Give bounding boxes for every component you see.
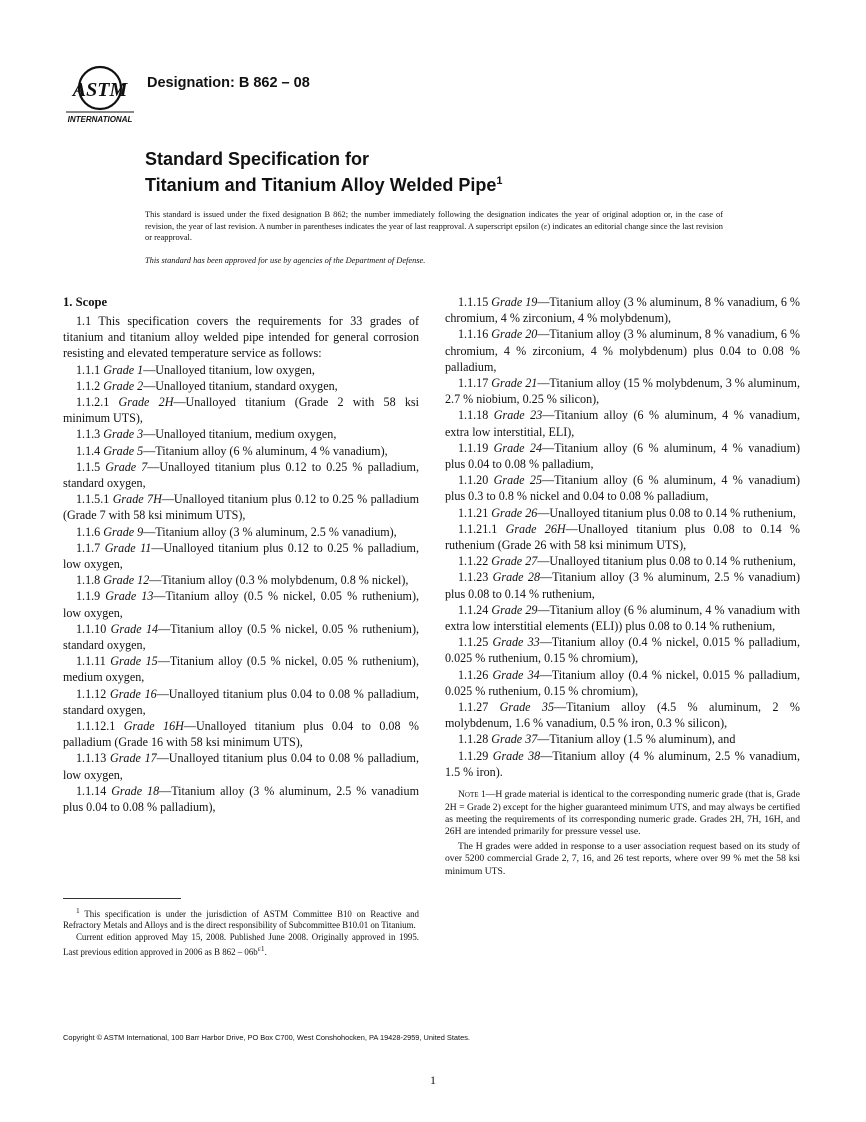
item-text: —Titanium alloy (6 % aluminum, 4 % vanadium, extra low interstitial, ELI),	[445, 408, 800, 439]
item-number: 1.1.6	[76, 524, 101, 539]
scope-intro: 1.1 This specification covers the requirements for 33 grades of titanium and titanium alloy welded pipe intended for general corrosion resisting and elevated temperature service as follows:	[63, 314, 419, 361]
item-number: 1.1.27	[458, 700, 489, 715]
footnote-2-text: Current edition approved May 15, 2008. Published June 2008. Originally approved in 1995. Last previous edition approved in 2006 as B 862 – 06b	[63, 931, 419, 957]
scope-item	[445, 407, 800, 439]
item-text: —Unalloyed titanium plus 0.08 to 0.14 % ruthenium (Grade 26 with 58 ksi minimum UTS),	[445, 521, 800, 553]
scope-item	[445, 731, 800, 747]
item-number: 1.1.22	[458, 554, 489, 569]
item-number: 1.1.14	[76, 783, 107, 798]
footnote-rule	[63, 898, 181, 899]
item-text: —Unalloyed titanium plus 0.12 to 0.25 % palladium, low oxygen,	[63, 540, 419, 572]
item-number: 1.1.20	[458, 473, 489, 488]
item-number: 1.1.2.1	[76, 395, 110, 410]
item-number: 1.1.12.1	[76, 719, 116, 734]
scope-item	[445, 505, 800, 521]
approval-statement: This standard has been approved for use by agencies of the Department of Defense.	[145, 256, 426, 265]
grade-name: Grade 14	[110, 621, 159, 636]
note-text: —H grade material is identical to the corresponding numeric grade (that is, Grade 2H = Grade 2) except for the higher guaranteed minimum UTS, and may always be certified as meeting the requirements of its corresponding numeric grade. Grades 2H, 7H, 16H, and 26H are intended primarily for pressure vessel use.	[445, 789, 800, 838]
grade-name: Grade 15	[110, 654, 158, 669]
item-number: 1.1.16	[458, 327, 489, 342]
grade-name: Grade 1	[103, 362, 144, 377]
scope-item	[63, 621, 419, 653]
item-number: 1.1.29	[458, 748, 489, 763]
item-number: 1.1.19	[458, 440, 489, 455]
preamble: This standard is issued under the fixed designation B 862; the number immediately following the designation indicates the year of original adoption or, in the case of revision, the year of last revision. A number in parentheses indicates the year of last reapproval. A superscript epsilon (ε) indicates an editorial change since the last revision or reapproval.	[145, 210, 723, 243]
scope-item	[445, 326, 800, 375]
grade-name: Grade 16H	[123, 719, 184, 734]
scope-item	[63, 524, 419, 540]
item-number: 1.1.12	[76, 686, 107, 701]
designation: Designation: B 862 – 08	[147, 75, 310, 91]
scope-item	[63, 540, 419, 572]
scope-item	[63, 443, 419, 459]
item-number: 1.1.7	[76, 540, 101, 555]
item-number: 1.1.26	[458, 667, 489, 682]
scope-item	[445, 440, 800, 472]
item-text: —Unalloyed titanium plus 0.04 to 0.08 % palladium, standard oxygen,	[63, 686, 419, 717]
scope-item	[445, 748, 800, 780]
item-text: —Unalloyed titanium plus 0.04 to 0.08 % palladium (Grade 16 with 58 ksi minimum UTS),	[63, 719, 419, 750]
scope-item	[445, 569, 800, 601]
footnotes	[63, 905, 419, 958]
grade-name: Grade 34	[492, 667, 540, 682]
grade-name: Grade 24	[493, 440, 543, 455]
grade-name: Grade 25	[493, 473, 543, 488]
copyright: Copyright © ASTM International, 100 Barr Harbor Drive, PO Box C700, West Conshohocken, PA 19428-2959, United States.	[63, 1033, 470, 1042]
item-text: —Titanium alloy (3 % aluminum, 8 % vanadium, 6 % chromium, 4 % zirconium, 4 % molybdenum) plus 0.04 to 0.08 % palladium,	[445, 327, 800, 374]
scope-item	[445, 521, 800, 553]
scope-item	[445, 634, 800, 666]
item-number: 1.1.13	[76, 751, 107, 766]
note-1	[445, 789, 800, 839]
item-text: —Titanium alloy (0.5 % nickel, 0.05 % ruthenium), medium oxygen,	[63, 654, 419, 685]
grade-name: Grade 9	[103, 524, 144, 539]
scope-item	[63, 686, 419, 718]
title-text: Titanium and Titanium Alloy Welded Pipe	[145, 175, 497, 195]
grade-name: Grade 28	[492, 570, 541, 585]
item-number: 1.1.18	[458, 408, 489, 423]
scope-item	[63, 572, 419, 588]
item-number: 1.1.21.1	[458, 521, 498, 536]
item-text: —Titanium alloy (6 % aluminum, 4 % vanadium),	[143, 443, 388, 458]
item-text: —Unalloyed titanium plus 0.12 to 0.25 % palladium (Grade 7 with 58 ksi minimum UTS),	[63, 492, 419, 523]
item-text: —Titanium alloy (6 % aluminum, 4 % vanadium with extra low interstitial elements (ELI)) plus 0.08 to 0.14 % ruthenium,	[445, 602, 800, 634]
item-text: —Titanium alloy (1.5 % aluminum), and	[537, 732, 736, 747]
grade-name: Grade 21	[491, 376, 538, 391]
item-text: —Unalloyed titanium, low oxygen,	[143, 362, 315, 377]
grade-name: Grade 18	[111, 783, 160, 798]
grade-name: Grade 11	[104, 540, 152, 555]
item-text: —Unalloyed titanium (Grade 2 with 58 ksi minimum UTS),	[63, 395, 419, 426]
item-number: 1.1.9	[76, 589, 101, 604]
right-item-list	[445, 294, 800, 780]
grade-name: Grade 26	[491, 505, 538, 520]
scope-item	[445, 472, 800, 504]
scope-item	[445, 553, 800, 569]
logo-mark: ASTM	[72, 79, 128, 101]
item-number: 1.1.28	[458, 732, 489, 747]
item-text: —Titanium alloy (4.5 % aluminum, 2 % molybdenum, 1.6 % vanadium, 0.5 % iron, 0.3 % silicon),	[445, 700, 800, 731]
item-number: 1.1.11	[76, 654, 106, 669]
scope-item	[63, 459, 419, 491]
item-text: —Titanium alloy (3 % aluminum, 2.5 % vanadium) plus 0.08 to 0.14 % ruthenium,	[445, 570, 800, 601]
item-text: —Titanium alloy (3 % aluminum, 2.5 % vanadium plus 0.04 to 0.08 % palladium),	[63, 783, 419, 815]
grade-name: Grade 23	[493, 408, 543, 423]
grade-name: Grade 19	[491, 295, 538, 309]
item-number: 1.1.21	[458, 505, 489, 520]
left-column	[63, 294, 419, 815]
logo-international: INTERNATIONAL	[67, 115, 133, 124]
item-text: —Titanium alloy (0.5 % nickel, 0.05 % ruthenium), low oxygen,	[63, 589, 419, 620]
item-number: 1.1.5	[76, 459, 101, 474]
grade-name: Grade 7H	[112, 492, 162, 507]
item-number: 1.1.23	[458, 570, 489, 585]
grade-name: Grade 29	[491, 602, 538, 617]
scope-item	[63, 378, 419, 394]
grade-name: Grade 17	[109, 751, 157, 766]
scope-item	[445, 667, 800, 699]
footnote-2-end: .	[264, 946, 267, 957]
item-text: —Unalloyed titanium, standard oxygen,	[143, 378, 338, 393]
grade-name: Grade 16	[109, 686, 157, 701]
grade-name: Grade 33	[492, 635, 540, 650]
item-text: —Titanium alloy (0.4 % nickel, 0.015 % palladium, 0.025 % ruthenium, 0.15 % chromium),	[445, 635, 800, 666]
item-text: —Titanium alloy (4 % aluminum, 2.5 % vanadium, 1.5 % iron).	[445, 748, 800, 779]
item-text: —Unalloyed titanium plus 0.12 to 0.25 % palladium, standard oxygen,	[63, 459, 419, 491]
item-text: —Titanium alloy (15 % molybdenum, 3 % aluminum, 2.7 % niobium, 0.25 % silicon),	[445, 376, 800, 407]
note-1-continued: The H grades were added in response to a user association request based on its study of over 5200 commercial Grade 2, 7, 16, and 26 test reports, where over 99 % met the 58 ksi minimum UTS.	[445, 840, 800, 877]
title-line-1: Standard Specification for	[145, 149, 370, 169]
item-text: —Titanium alloy (3 % aluminum, 2.5 % vanadium),	[143, 524, 397, 539]
grade-name: Grade 2	[103, 378, 144, 393]
scope-item	[63, 362, 419, 378]
item-text: —Unalloyed titanium plus 0.08 to 0.14 % ruthenium,	[537, 505, 796, 520]
grade-name: Grade 13	[105, 589, 154, 604]
grade-name: Grade 12	[103, 573, 150, 588]
item-text: —Titanium alloy (0.5 % nickel, 0.05 % ruthenium), standard oxygen,	[63, 621, 419, 653]
item-number: 1.1.1	[76, 362, 101, 377]
grade-name: Grade 7	[105, 459, 148, 474]
grade-name: Grade 5	[103, 443, 144, 458]
title-line-2	[145, 170, 503, 196]
scope-item	[445, 294, 800, 326]
item-number: 1.1.17	[458, 376, 489, 391]
right-column	[445, 294, 800, 878]
item-number: 1.1.10	[76, 621, 107, 636]
item-number: 1.1.25	[458, 635, 489, 650]
footnote-1-text: This specification is under the jurisdiction of ASTM Committee B10 on Reactive and Refractory Metals and Alloys and is the direct responsibility of Subcommittee B10.01 on Titanium.	[63, 908, 419, 931]
section-heading: 1. Scope	[63, 295, 108, 309]
item-text: —Titanium alloy (0.3 % molybdenum, 0.8 % nickel),	[149, 573, 409, 588]
item-text: —Unalloyed titanium, medium oxygen,	[143, 427, 337, 442]
scope-item	[63, 783, 419, 815]
astm-logo	[64, 62, 136, 126]
item-number: 1.1.8	[76, 573, 101, 588]
scope-item	[63, 491, 419, 523]
grade-name: Grade 27	[491, 554, 538, 569]
scope-item	[63, 394, 419, 426]
scope-item	[445, 699, 800, 731]
grade-name: Grade 38	[492, 748, 541, 763]
item-text: —Titanium alloy (6 % aluminum, 4 % vanadium) plus 0.04 to 0.08 % palladium,	[445, 440, 800, 472]
scope-item	[63, 426, 419, 442]
item-text: —Unalloyed titanium plus 0.04 to 0.08 % palladium, low oxygen,	[63, 751, 419, 782]
item-number: 1.1.3	[76, 427, 101, 442]
footnote-2	[63, 932, 419, 959]
scope-item	[445, 375, 800, 407]
grade-name: Grade 35	[499, 700, 555, 715]
item-text: —Titanium alloy (0.4 % nickel, 0.015 % palladium, 0.025 % ruthenium, 0.15 % chromium),	[445, 667, 800, 698]
scope-item	[63, 653, 419, 685]
scope-item	[63, 750, 419, 782]
item-number: 1.1.24	[458, 602, 489, 617]
item-text: —Titanium alloy (3 % aluminum, 8 % vanadium, 6 % chromium, 4 % zirconium, 4 % molybdenum),	[445, 295, 800, 326]
note-label: Note 1	[458, 789, 486, 801]
document-title	[145, 148, 503, 196]
grade-name: Grade 3	[103, 427, 144, 442]
grade-name: Grade 37	[491, 732, 538, 747]
page-number: 1	[430, 1073, 436, 1087]
scope-item	[63, 718, 419, 750]
item-number: 1.1.15	[458, 295, 489, 309]
grade-name: Grade 26H	[505, 521, 566, 536]
scope-item	[445, 602, 800, 634]
item-number: 1.1.2	[76, 378, 101, 393]
title-footnote-mark: 1	[496, 175, 503, 187]
footnote-1	[63, 905, 419, 932]
grade-name: Grade 2H	[118, 395, 174, 410]
item-text: —Unalloyed titanium plus 0.08 to 0.14 % ruthenium,	[537, 554, 796, 569]
item-text: —Titanium alloy (6 % aluminum, 4 % vanadium) plus 0.3 to 0.8 % nickel and 0.04 to 0.08 % palladium,	[445, 473, 800, 504]
item-number: 1.1.4	[76, 443, 101, 458]
left-item-list	[63, 362, 419, 816]
grade-name: Grade 20	[491, 327, 538, 342]
scope-item	[63, 588, 419, 620]
item-number: 1.1.5.1	[76, 492, 110, 507]
footnote-1-mark: 1	[76, 906, 80, 915]
footnote-2-sup: ε1	[257, 943, 265, 953]
